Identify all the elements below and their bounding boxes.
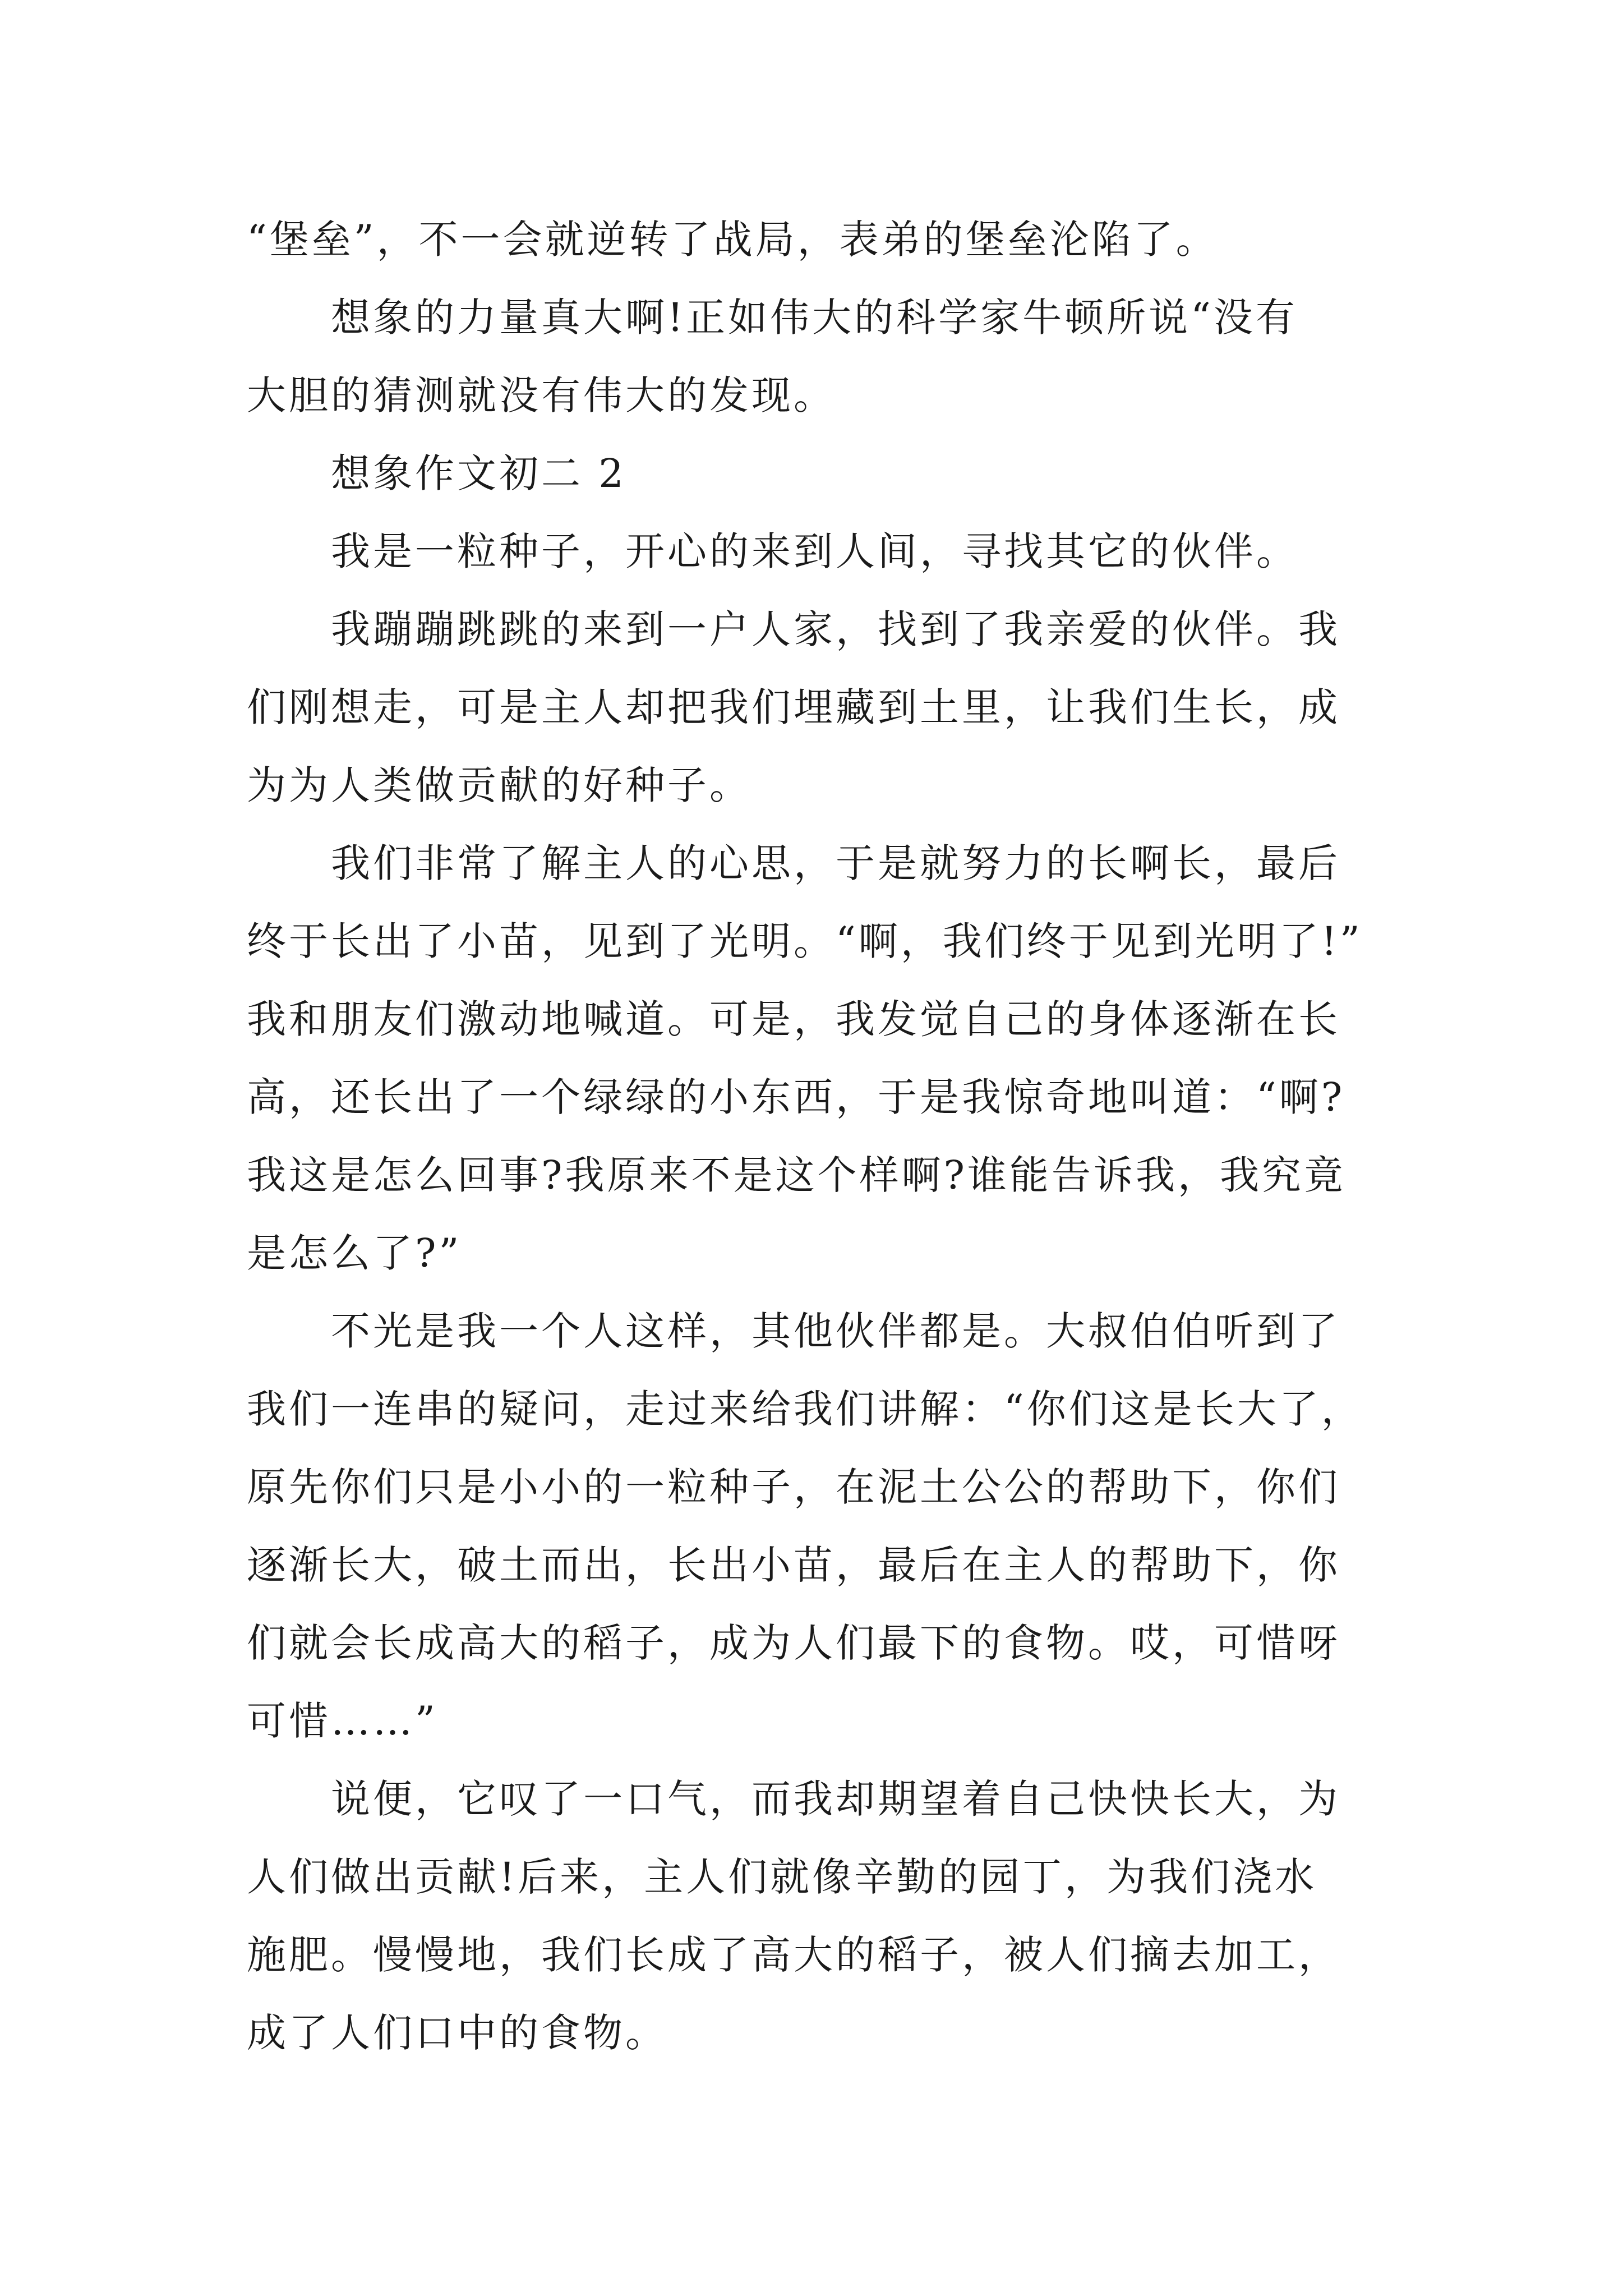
text-line: 人们做出贡献!后来，主人们就像辛勤的园丁，为我们浇水: [247, 1854, 1317, 1900]
text-line: 不光是我一个人这样，其他伙伴都是。大叔伯伯听到了: [331, 1308, 1340, 1354]
text-line: 逐渐长大，破土而出，长出小苗，最后在主人的帮助下，你: [247, 1542, 1340, 1588]
text-line: 我这是怎么回事?我原来不是这个样啊?谁能告诉我，我究竟: [247, 1152, 1347, 1198]
text-line: 说便，它叹了一口气，而我却期望着自己快快长大，为: [331, 1776, 1340, 1822]
text-line: 终于长出了小苗，见到了光明。“啊，我们终于见到光明了!”: [247, 918, 1363, 964]
text-line: 我蹦蹦跳跳的来到一户人家，找到了我亲爱的伙伴。我: [331, 606, 1340, 652]
text-line: “堡垒”，不一会就逆转了战局，表弟的堡垒沦陷了。: [247, 217, 1218, 263]
text-line: 我和朋友们激动地喊道。可是，我发觉自己的身体逐渐在长: [247, 996, 1340, 1042]
text-line: 为为人类做贡献的好种子。: [247, 762, 751, 808]
text-line: 们刚想走，可是主人却把我们埋藏到土里，让我们生长，成: [247, 684, 1340, 730]
text-line: 我们一连串的疑问，走过来给我们讲解：“你们这是长大了，: [247, 1386, 1363, 1432]
section-heading: 想象作文初二 2: [331, 450, 626, 496]
text-line: 我是一粒种子，开心的来到人间，寻找其它的伙伴。: [331, 528, 1298, 574]
document-page: [247, 201, 1385, 2072]
text-line: 成了人们口中的食物。: [247, 2010, 667, 2056]
text-line: 我们非常了解主人的心思，于是就努力的长啊长，最后: [331, 840, 1340, 886]
text-line: 是怎么了?”: [247, 1230, 462, 1276]
text-line: 原先你们只是小小的一粒种子，在泥土公公的帮助下，你们: [247, 1464, 1340, 1510]
text-line: 想象的力量真大啊!正如伟大的科学家牛顿所说“没有: [331, 295, 1298, 341]
text-line: 们就会长成高大的稻子，成为人们最下的食物。哎，可惜呀: [247, 1620, 1340, 1666]
text-line: 可惜……”: [247, 1698, 438, 1744]
text-line: 大胆的猜测就没有伟大的发现。: [247, 372, 836, 418]
text-line: 施肥。慢慢地，我们长成了高大的稻子，被人们摘去加工，: [247, 1932, 1340, 1978]
text-line: 高，还长出了一个绿绿的小东西，于是我惊奇地叫道：“啊?: [247, 1074, 1345, 1120]
